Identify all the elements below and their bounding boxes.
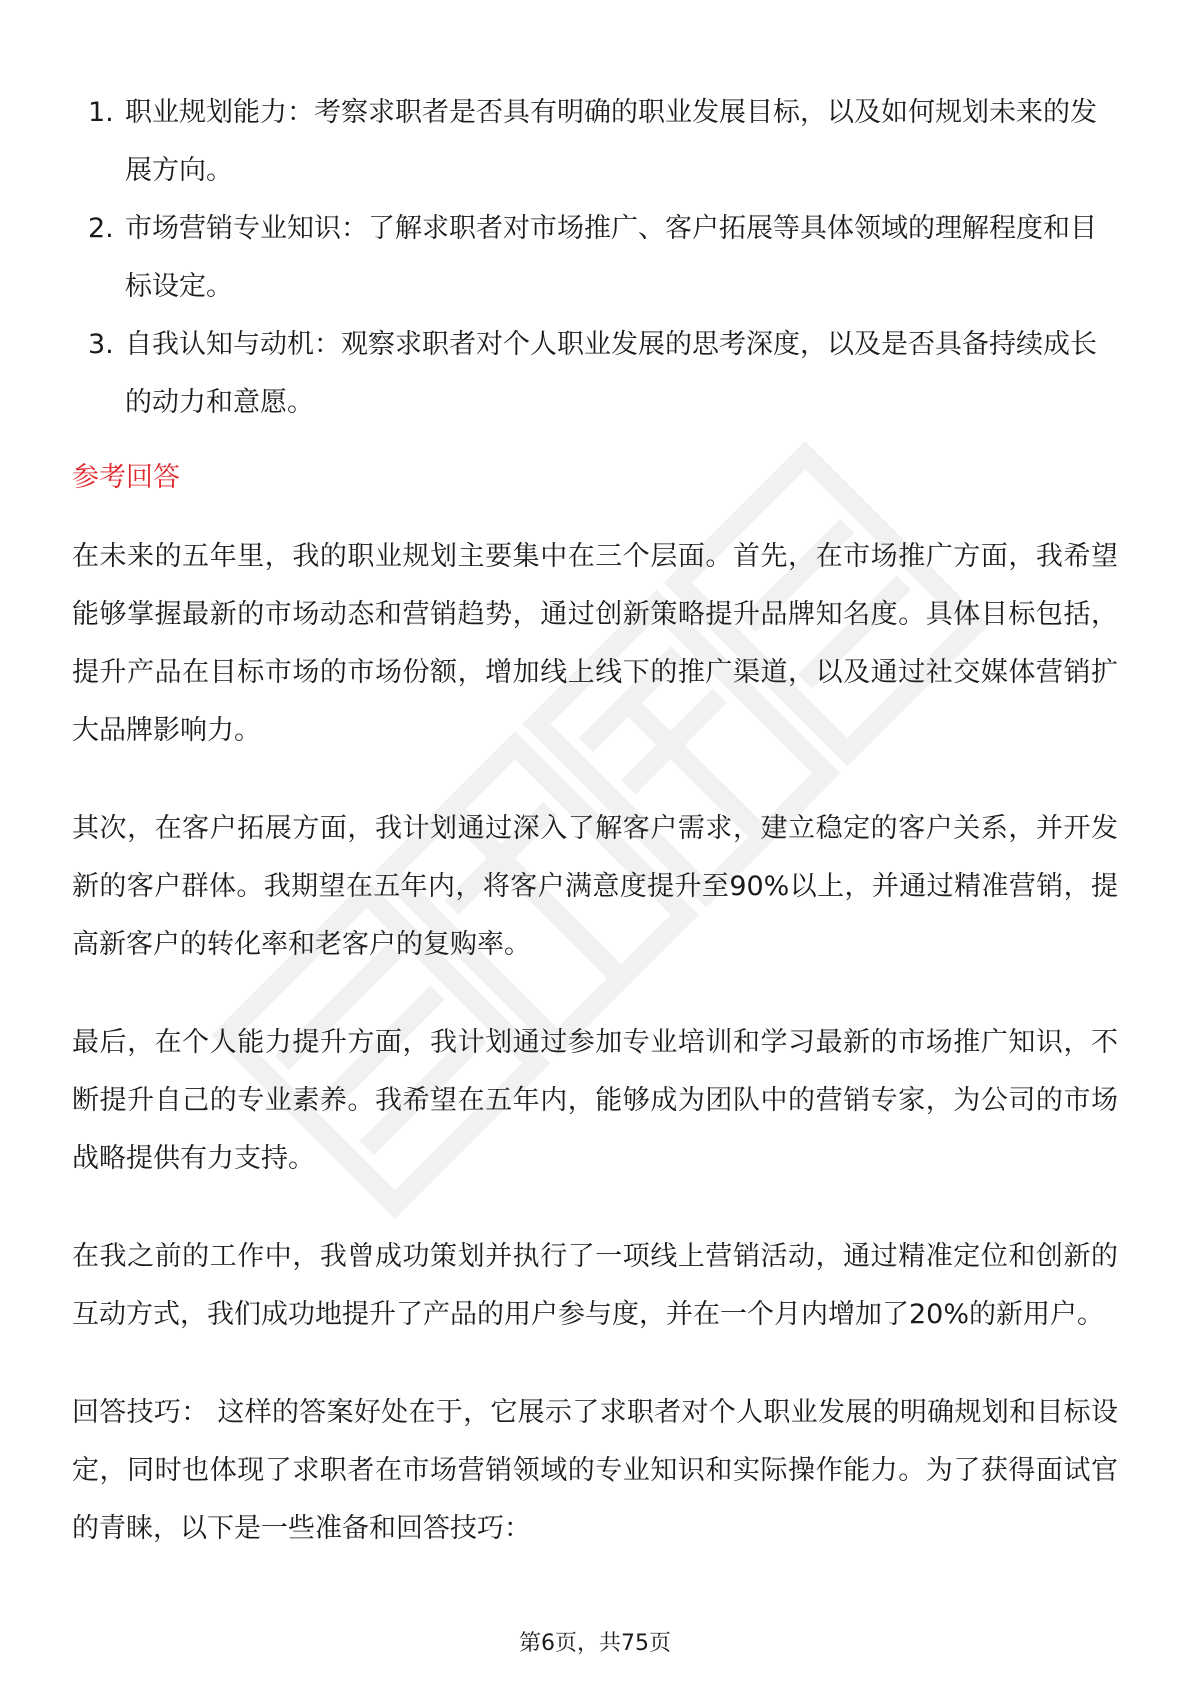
list-item-number: 2. [88, 213, 114, 244]
answer-paragraph: 在未来的五年里，我的职业规划主要集中在三个层面。首先，在市场推广方面，我希望能够掌握最新的市场动态和营销趋势，通过创新策略提升品牌知名度。具体目标包括，提升产品在目标市场的市场份额，增加线上线下的推广渠道，以及通过社交媒体营销扩大品牌影响力。 [72, 541, 1118, 746]
answer-paragraph: 最后，在个人能力提升方面，我计划通过参加专业培训和学习最新的市场推广知识，不断提升自己的专业素养。我希望在五年内，能够成为团队中的营销专家，为公司的市场战略提供有力支持。 [72, 1027, 1118, 1174]
document-body [72, 84, 1118, 1598]
list-item-text: 职业规划能力：考察求职者是否具有明确的职业发展目标，以及如何规划未来的发展方向。 [125, 97, 1097, 186]
list-item [72, 84, 1118, 200]
list-item [72, 200, 1118, 316]
list-item-text: 市场营销专业知识：了解求职者对市场推广、客户拓展等具体领域的理解程度和目标设定。 [125, 213, 1097, 302]
list-item [72, 316, 1118, 432]
section-heading: 参考回答 [72, 462, 180, 493]
tips-paragraph: 回答技巧： 这样的答案好处在于，它展示了求职者对个人职业发展的明确规划和目标设定，同时也体现了求职者在市场营销领域的专业知识和实际操作能力。为了获得面试官的青睐，以下是一些准备和回答技巧： [72, 1397, 1118, 1544]
page-number: 第6页，共75页 [519, 1631, 671, 1656]
list-item-number: 3. [88, 329, 114, 360]
answer-paragraph: 在我之前的工作中，我曾成功策划并执行了一项线上营销活动，通过精准定位和创新的互动方式，我们成功地提升了产品的用户参与度，并在一个月内增加了20%的新用户。 [72, 1241, 1118, 1330]
criteria-list [72, 84, 1118, 432]
answer-paragraph: 其次，在客户拓展方面，我计划通过深入了解客户需求，建立稳定的客户关系，并开发新的客户群体。我期望在五年内，将客户满意度提升至90%以上，并通过精准营销，提高新客户的转化率和老客户的复购率。 [72, 813, 1118, 960]
list-item-text: 自我认知与动机：观察求职者对个人职业发展的思考深度，以及是否具备持续成长的动力和意愿。 [125, 329, 1097, 418]
list-item-number: 1. [88, 97, 114, 128]
